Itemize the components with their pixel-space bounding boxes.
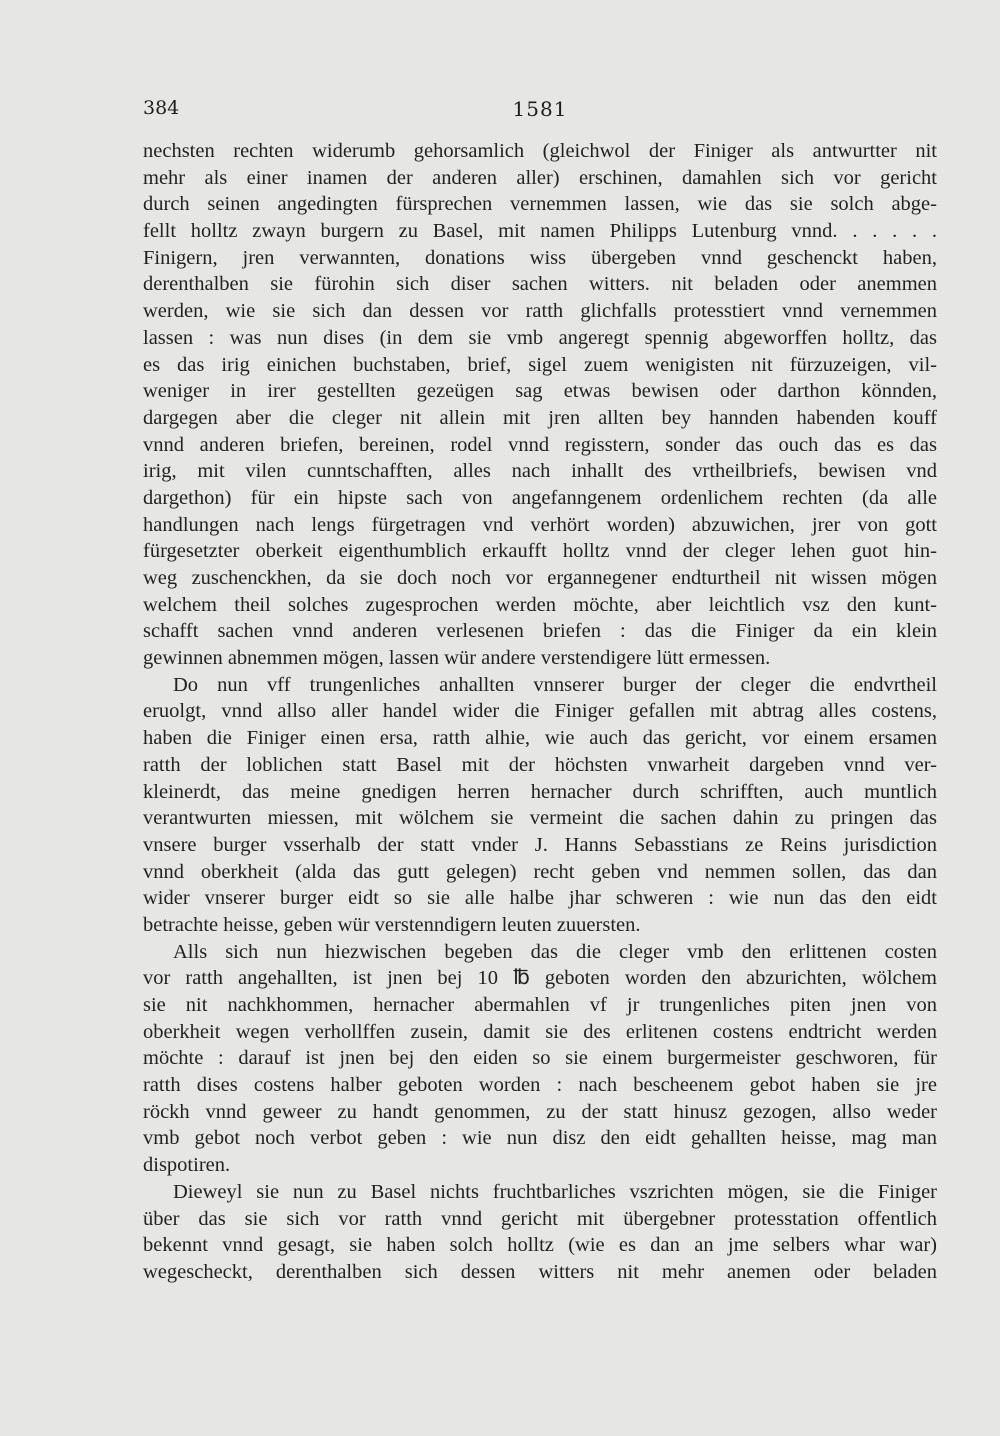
text-line: gewinnen abnemmen mögen, lassen wür andere verstendigere lütt ermessen. bbox=[143, 647, 771, 670]
text-line: Dieweyl sie nun zu Basel nichts fruchtbarliches vszrichten mögen, sie die Finiger bbox=[173, 1180, 937, 1203]
text-line: werden, wie sie sich dan dessen vor ratth glichfalls protesstiert vnnd vernemmen bbox=[143, 300, 937, 323]
text-line: fürgesetzter oberkeit eigenthumblich erkaufft holltz vnnd der cleger lehen guot hin- bbox=[143, 540, 937, 563]
text-line: betrachte heisse, geben wür verstenndigern leuten zuuersten. bbox=[143, 913, 641, 936]
text-line: dargethon) für ein hipste sach von angefanngenem ordenlichem rechten (da alle bbox=[143, 486, 937, 509]
text-line: Finigern, jren verwannten, donations wiss übergeben vnnd geschenckt haben, bbox=[143, 246, 937, 269]
text-line: nechsten rechten widerumb gehorsamlich (gleichwol der Finiger als antwurtter nit bbox=[143, 140, 937, 162]
text-line: irig, mit vilen cunntschafften, alles nach inhallt des vrtheilbriefs, bewisen vnd bbox=[143, 460, 937, 483]
text-line: es das irig einichen buchstaben, brief, sigel zuem wenigisten nit fürzuzeigen, vil- bbox=[143, 353, 937, 376]
page-number: 384 bbox=[143, 97, 180, 119]
text-line: verantwurten miessen, mit wölchem sie vermeint die sachen dahin zu pringen das bbox=[143, 807, 937, 830]
text-line: weniger in irer gestellten gezeügen sag etwas bewisen oder darthon könnden, bbox=[143, 380, 937, 403]
body-text bbox=[143, 138, 937, 1286]
text-line: Do nun vff trungenliches anhallten vnnserer burger der cleger die endvrtheil bbox=[173, 673, 937, 696]
text-line: wider vnserer burger eidt so sie alle halbe jhar schweren : wie nun das den eidt bbox=[143, 887, 937, 910]
text-line: Alls sich nun hiezwischen begeben das die cleger vmb den erlittenen costen bbox=[173, 940, 937, 963]
text-line: mehr als einer inamen der anderen aller) erschinen, damahlen sich vor gericht bbox=[143, 166, 937, 189]
text-line: ratth dises costens halber geboten worden : nach bescheenem gebot haben sie jre bbox=[143, 1074, 937, 1097]
text-line: über das sie sich vor ratth vnnd gericht mit übergebner protesstation offentlich bbox=[143, 1207, 937, 1230]
text-line: kleinerdt, das meine gnedigen herren hernacher durch schrifften, auch muntlich bbox=[143, 780, 937, 803]
page-header bbox=[143, 97, 937, 127]
text-line: sie nit nachkhommen, hernacher abermahlen vf jr trungenliches piten jnen von bbox=[143, 994, 937, 1016]
text-line: welchem theil solches zugesprochen werden möchte, aber leichtlich vsz den kunt- bbox=[143, 593, 937, 616]
text-line: vnsere burger vsserhalb der statt vnder J. Hanns Sebasstians ze Reins jurisdiction bbox=[143, 833, 937, 856]
text-line: dargegen aber die cleger nit allein mit jren allten bey hannden habenden kouff bbox=[143, 406, 937, 429]
text-line: lassen : was nun dises (in dem sie vmb angeregt spennig abgeworffen holltz, das bbox=[143, 326, 937, 349]
text-line: möchte : darauf ist jnen bej den eiden so sie einem burgermeister geschworen, für bbox=[143, 1047, 937, 1070]
text-line: durch seinen angedingten fürsprechen vernemmen lassen, wie das sie solch abge- bbox=[143, 193, 937, 216]
text-line: vmb gebot noch verbot geben : wie nun disz den eidt gehallten heisse, mag man bbox=[143, 1127, 937, 1150]
text-line: röckh vnnd geweer zu handt genommen, zu der statt hinusz gezogen, allso weder bbox=[143, 1100, 937, 1123]
text-line: weg zuschenckhen, da sie doch noch vor ergannegener endturtheil nit wissen mögen bbox=[143, 567, 937, 589]
text-line: dispotiren. bbox=[143, 1154, 231, 1177]
text-line: oberkheit wegen verhollffen zusein, damit sie des erlitenen costens endtricht werden bbox=[143, 1020, 937, 1043]
text-line: schafft sachen vnnd anderen verlesenen briefen : das die Finiger da ein klein bbox=[143, 620, 937, 643]
text-line: vnnd oberkheit (alda das gutt gelegen) recht geben vnd nemmen sollen, das dan bbox=[143, 860, 937, 883]
text-line: wegescheckt, derenthalben sich dessen witters nit mehr anemen oder beladen bbox=[143, 1260, 937, 1283]
text-line: haben die Finiger einen ersa, ratth alhie, wie auch das gericht, vor einem ersamen bbox=[143, 727, 937, 750]
text-line: eruolgt, vnnd allso aller handel wider die Finiger gefallen mit abtrag alles costens, bbox=[143, 700, 937, 723]
text-line: handlungen nach lengs fürgetragen vnd verhört worden) abzuwichen, jrer von gott bbox=[143, 513, 937, 536]
text-line: ratth der loblichen statt Basel mit der höchsten vnwarheit dargeben vnnd ver- bbox=[143, 753, 937, 776]
text-line: vor ratth angehallten, ist jnen bej 10 ℔ geboten worden den abzurichten, wölchem bbox=[143, 967, 937, 990]
text-line: derenthalben sie fürohin sich diser sachen witters. nit beladen oder anemmen bbox=[143, 273, 937, 296]
text-line: fellt holltz zwayn burgern zu Basel, mit namen Philipps Lutenburg vnnd. . . . . . bbox=[143, 220, 937, 243]
text-line: bekennt vnnd gesagt, sie haben solch holltz (wie es dan an jme selbers whar war) bbox=[143, 1234, 937, 1257]
text-line: vnnd anderen briefen, bereinen, rodel vnnd regisstern, sonder das ouch das es das bbox=[143, 433, 937, 456]
running-head-year: 1581 bbox=[512, 97, 568, 121]
